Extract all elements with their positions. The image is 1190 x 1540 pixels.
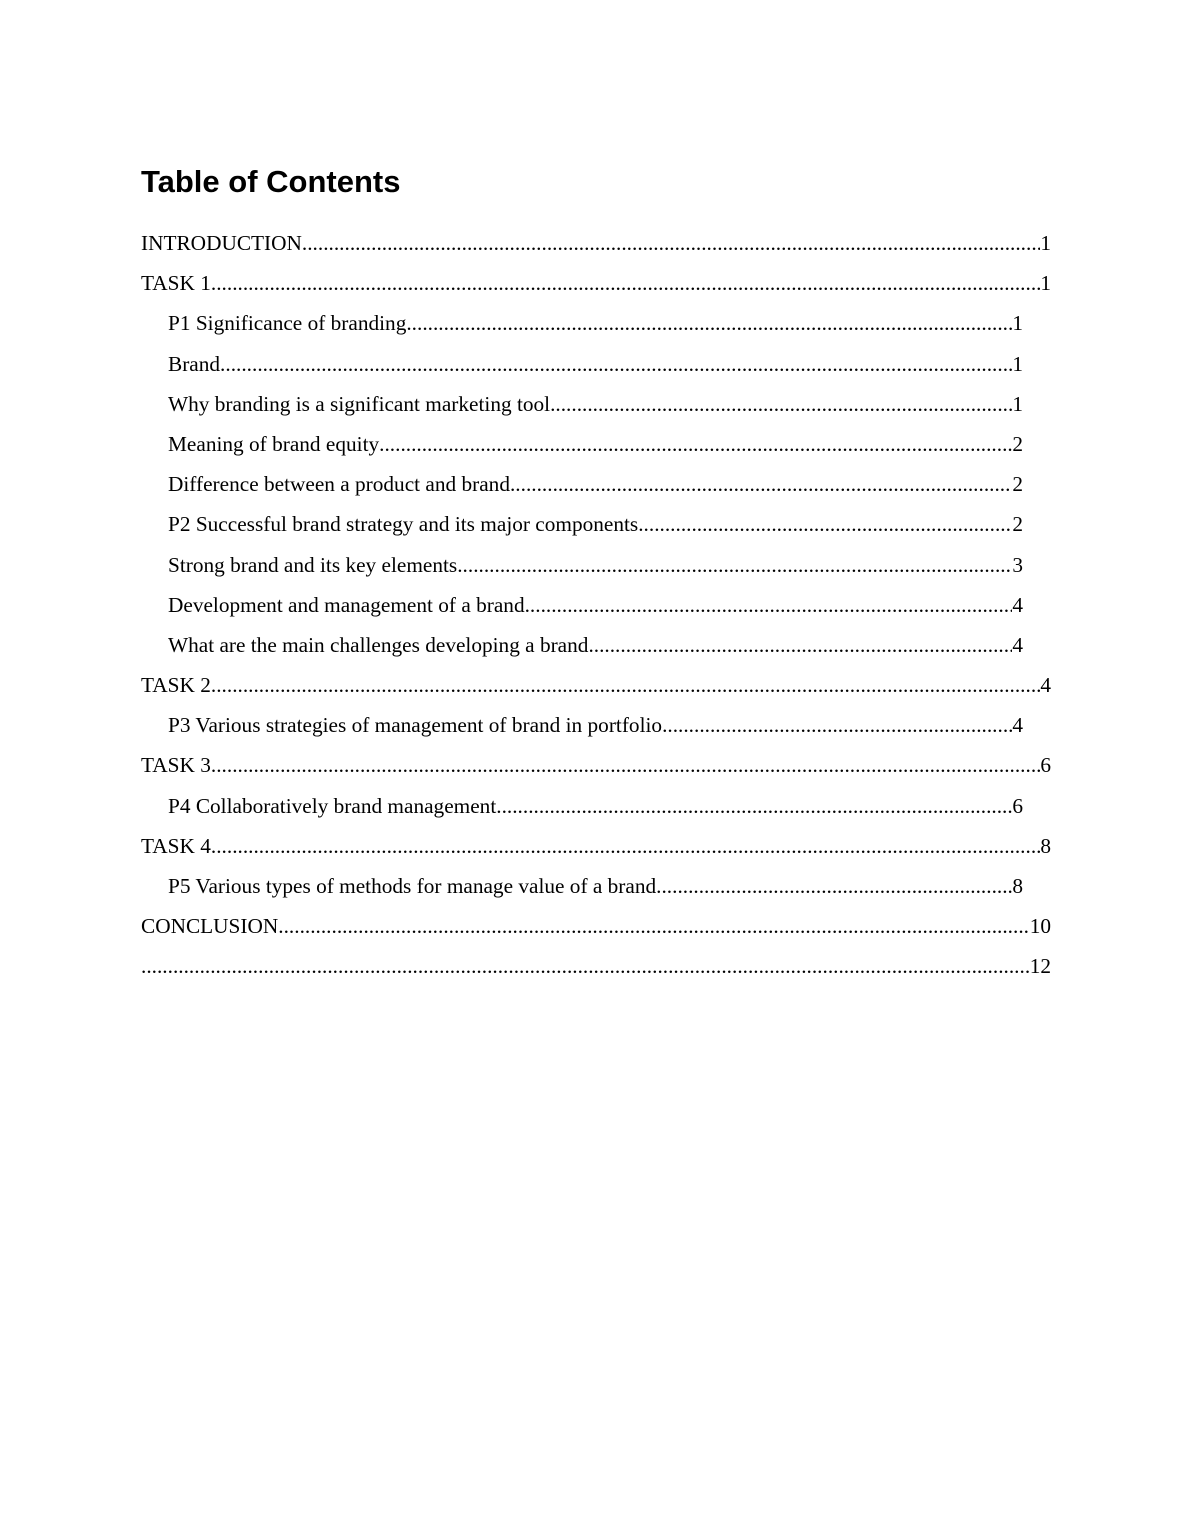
toc-dot-leader: [662, 705, 1012, 745]
toc-dot-leader: [588, 625, 1012, 665]
toc-entry-page-number: 4: [1012, 592, 1023, 617]
toc-entry-page-number: 6: [1012, 793, 1023, 818]
toc-entry-page-number: 3: [1012, 552, 1023, 577]
toc-entry-label: Strong brand and its key elements: [168, 552, 458, 577]
toc-entry-page-number: 2: [1012, 472, 1023, 497]
toc-dot-leader: [211, 826, 1040, 866]
toc-entry[interactable]: [141, 504, 1023, 544]
toc-entry-label: Why branding is a significant marketing tool: [168, 391, 551, 416]
toc-entry[interactable]: [141, 384, 1023, 424]
toc-entry-page-number: 1: [1012, 351, 1023, 376]
toc-entry[interactable]: [141, 424, 1023, 464]
toc-entry-page-number: 1: [1040, 231, 1051, 255]
toc-entry-page-number: 1: [1040, 271, 1051, 296]
toc-dot-leader: [525, 585, 1013, 625]
toc-dot-leader: [406, 303, 1012, 343]
toc-dot-leader: [379, 424, 1012, 464]
toc-entry-label: INTRODUCTION: [141, 231, 302, 255]
toc-entry-label: CONCLUSION: [141, 914, 279, 939]
toc-entry[interactable]: [141, 786, 1023, 826]
toc-entry-label: TASK 1: [141, 271, 211, 296]
toc-entry[interactable]: [141, 545, 1023, 585]
toc-entry[interactable]: [141, 866, 1023, 906]
toc-entry-page-number: 2: [1012, 431, 1023, 456]
toc-entry-label: P5 Various types of methods for manage value of a brand: [168, 874, 657, 898]
toc-entry-label: Difference between a product and brand: [168, 472, 510, 497]
toc-entry[interactable]: [141, 826, 1051, 866]
toc-entry[interactable]: [141, 303, 1023, 343]
toc-entry-label: Development and management of a brand: [168, 592, 525, 617]
toc-entry-page-number: 4: [1040, 673, 1051, 698]
toc-entry-page-number: 10: [1029, 914, 1051, 939]
toc-dot-leader: [278, 906, 1029, 946]
toc-dot-leader: [211, 665, 1040, 705]
toc-dot-leader: [457, 545, 1012, 585]
toc-entry[interactable]: [141, 263, 1051, 303]
toc-entry-page-number: 8: [1040, 833, 1051, 858]
toc-dot-leader: [510, 464, 1012, 504]
toc-entry[interactable]: [141, 946, 1051, 986]
toc-entry-label: TASK 3: [141, 753, 211, 778]
toc-list: [141, 223, 1051, 987]
toc-entry-label: TASK 4: [141, 833, 211, 858]
toc-entry-label: What are the main challenges developing a brand: [168, 632, 589, 657]
toc-entry-page-number: 1: [1012, 391, 1023, 416]
toc-entry-page-number: 12: [1029, 954, 1051, 979]
toc-entry-label: P3 Various strategies of management of brand in portfolio: [168, 713, 663, 738]
toc-entry-label: P1 Significance of branding: [168, 311, 407, 336]
toc-entry-label: TASK 2: [141, 673, 211, 698]
toc-entry-label: P4 Collaboratively brand management: [168, 793, 497, 818]
toc-entry[interactable]: [141, 344, 1023, 384]
toc-dot-leader: [496, 786, 1012, 826]
toc-entry[interactable]: [141, 223, 1051, 263]
toc-entry-label: Brand: [168, 351, 221, 376]
toc-entry[interactable]: [141, 585, 1023, 625]
toc-dot-leader: [656, 866, 1012, 906]
toc-entry[interactable]: [141, 906, 1051, 946]
toc-dot-leader: [302, 223, 1040, 263]
toc-entry[interactable]: [141, 665, 1051, 705]
toc-entry[interactable]: [141, 464, 1023, 504]
toc-entry-page-number: 4: [1012, 632, 1023, 657]
toc-dot-leader: [550, 384, 1012, 424]
toc-dot-leader: [638, 504, 1012, 544]
toc-entry-label: Meaning of brand equity: [168, 431, 380, 456]
toc-entry[interactable]: [141, 625, 1023, 665]
toc-entry-page-number: 1: [1012, 311, 1023, 336]
toc-dot-leader: [141, 946, 1030, 986]
toc-entry[interactable]: [141, 705, 1023, 745]
toc-dot-leader: [211, 263, 1040, 303]
toc-dot-leader: [211, 745, 1040, 785]
toc-entry-page-number: 6: [1040, 753, 1051, 778]
toc-heading: Table of Contents: [141, 164, 401, 199]
toc-dot-leader: [220, 344, 1012, 384]
toc-entry[interactable]: [141, 745, 1051, 785]
toc-entry-label: P2 Successful brand strategy and its major components: [168, 512, 639, 537]
toc-entry-page-number: 4: [1012, 713, 1023, 738]
toc-entry-page-number: 8: [1012, 874, 1023, 898]
toc-entry-page-number: 2: [1012, 512, 1023, 537]
